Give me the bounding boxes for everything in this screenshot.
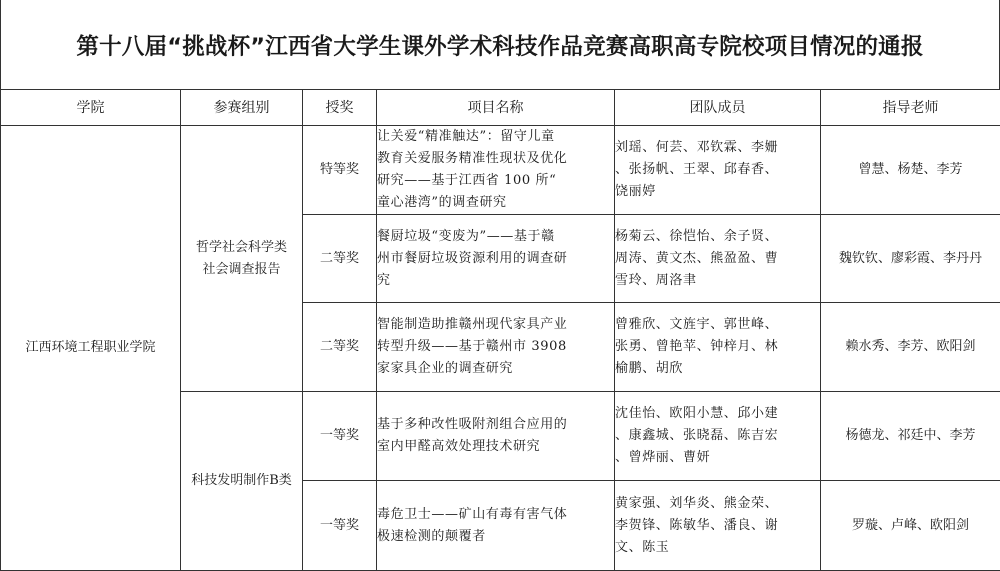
document-title: 第十八届“挑战杯”江西省大学生课外学术科技作品竞赛高职高专院校项目情况的通报	[0, 0, 1000, 90]
results-table	[0, 89, 1000, 571]
header-award: 授奖	[303, 90, 377, 126]
team-cell: 曾雅欣、文旌宇、郭世峰、 张勇、曾艳苹、钟梓月、林 榆鹏、胡欣	[615, 303, 821, 392]
team-cell: 沈佳怡、欧阳小慧、邱小建 、康鑫城、张晓磊、陈吉宏 、曾烨丽、曹妍	[615, 392, 821, 481]
header-group: 参赛组别	[181, 90, 303, 126]
award-cell: 一等奖	[303, 481, 377, 571]
group-cell: 哲学社会科学类 社会调查报告	[181, 126, 303, 392]
team-cell: 刘瑶、何芸、邓钦霖、李姗 、张扬帆、王翠、邱春香、 饶丽婷	[615, 126, 821, 215]
college-cell: 江西环境工程职业学院	[1, 126, 181, 571]
header-advisors: 指导老师	[821, 90, 1000, 126]
advisors-cell: 曾慧、杨楚、李芳	[821, 126, 1000, 215]
project-cell: 餐厨垃圾“变废为”——基于赣 州市餐厨垃圾资源利用的调查研 究	[377, 215, 615, 303]
team-cell: 黄家强、刘华炎、熊金荣、 李贺锋、陈敏华、潘良、谢 文、陈玉	[615, 481, 821, 571]
award-cell: 特等奖	[303, 126, 377, 215]
team-cell: 杨菊云、徐恺怡、余子贤、 周涛、黄文杰、熊盈盈、曹 雪玲、周洛聿	[615, 215, 821, 303]
table-row	[1, 126, 1000, 215]
award-cell: 二等奖	[303, 303, 377, 392]
project-cell: 智能制造助推赣州现代家具产业 转型升级——基于赣州市 3908 家家具企业的调查研究	[377, 303, 615, 392]
advisors-cell: 赖水秀、李芳、欧阳剑	[821, 303, 1000, 392]
award-cell: 一等奖	[303, 392, 377, 481]
advisors-cell: 魏钦钦、廖彩霞、李丹丹	[821, 215, 1000, 303]
header-project: 项目名称	[377, 90, 615, 126]
group-cell: 科技发明制作B类	[181, 392, 303, 571]
project-cell: 毒危卫士——矿山有毒有害气体 极速检测的颠覆者	[377, 481, 615, 571]
header-college: 学院	[1, 90, 181, 126]
table-header-row	[1, 90, 1000, 126]
advisors-cell: 罗璇、卢峰、欧阳剑	[821, 481, 1000, 571]
header-team: 团队成员	[615, 90, 821, 126]
project-cell: 让关爱“精准触达”：留守儿童 教育关爱服务精准性现状及优化 研究——基于江西省 100 所“ 童心港湾”的调查研究	[377, 126, 615, 215]
project-cell: 基于多种改性吸附剂组合应用的 室内甲醛高效处理技术研究	[377, 392, 615, 481]
award-cell: 二等奖	[303, 215, 377, 303]
advisors-cell: 杨德龙、祁廷中、李芳	[821, 392, 1000, 481]
